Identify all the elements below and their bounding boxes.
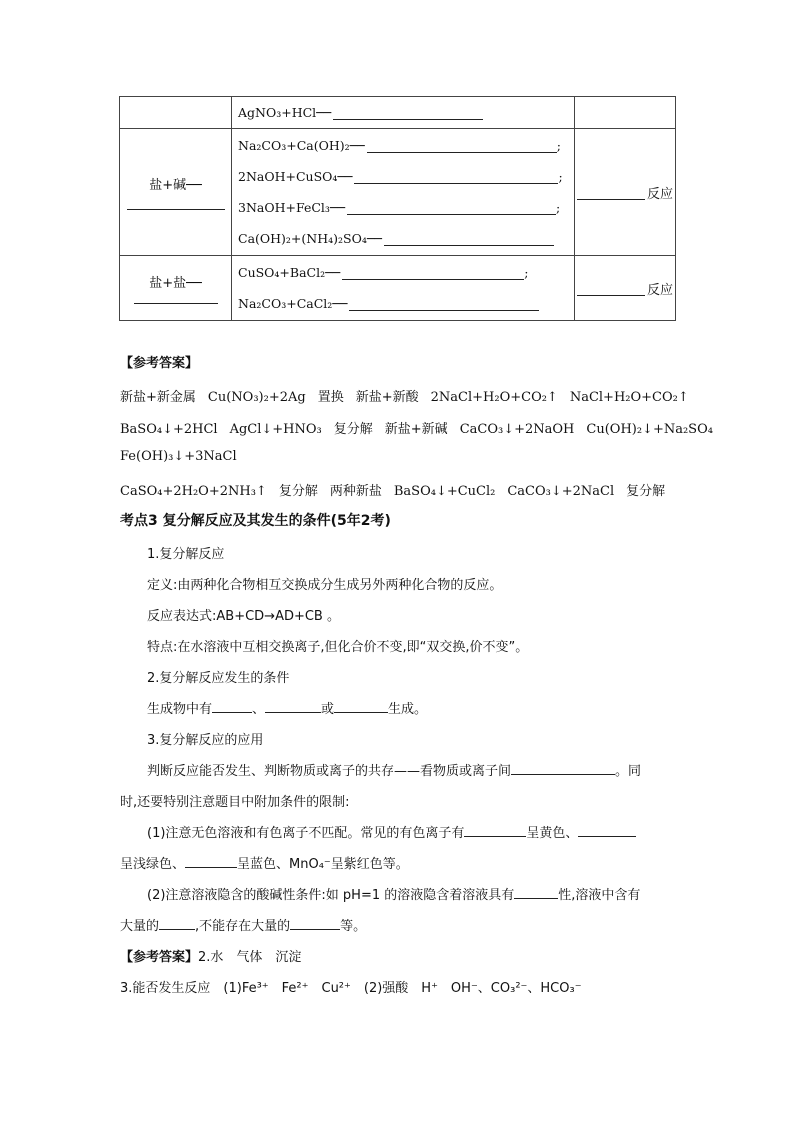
answer-line: 【参考答案】2.水 气体 沉淀 bbox=[120, 950, 302, 965]
answer-blank bbox=[464, 823, 526, 837]
table-row: 盐+碱── Na₂CO₃+Ca(OH)₂── ; 2NaOH+CuSO₄── ; 3NaOH+FeCl₃── ; Ca(OH)₂+(NH₄)₂SO₄── 反应 bbox=[120, 129, 676, 256]
answer-blank bbox=[349, 296, 539, 311]
equation: Na₂CO₃+CaCl₂── bbox=[238, 296, 348, 311]
answer-blank bbox=[159, 916, 195, 930]
point-text: (1)注意无色溶液和有色离子不匹配。常见的有色离子有 呈黄色、 bbox=[147, 822, 636, 841]
answer-blank bbox=[265, 699, 321, 713]
equation: Na₂CO₃+Ca(OH)₂── bbox=[238, 138, 365, 153]
equation: 2NaOH+CuSO₄── bbox=[238, 169, 353, 184]
application-text: 时,还要特别注意题目中附加条件的限制: bbox=[120, 795, 350, 810]
answer-blank bbox=[334, 699, 388, 713]
condition-text: 生成物中有 、 或 生成。 bbox=[147, 698, 427, 717]
subheading: 2.复分解反应发生的条件 bbox=[147, 671, 290, 686]
definition-text: 定义:由两种化合物相互交换成分生成另外两种化合物的反应。 bbox=[147, 578, 503, 593]
answer-blank bbox=[514, 885, 558, 899]
subheading: 1.复分解反应 bbox=[147, 547, 225, 562]
equation: AgNO₃+HCl── bbox=[238, 105, 332, 120]
answer-line: Fe(OH)₃↓+3NaCl bbox=[120, 449, 237, 464]
application-text: 判断反应能否发生、判断物质或离子的共存——看物质或离子间 。同 bbox=[147, 760, 641, 779]
answer-heading: 【参考答案】 bbox=[120, 950, 199, 965]
point-text: 呈浅绿色、 呈蓝色、MnO₄⁻呈紫红色等。 bbox=[120, 853, 409, 872]
answer-line: CaSO₄+2H₂O+2NH₃↑ 复分解 两种新盐 BaSO₄↓+CuCl₂ CaCO₃↓+2NaCl 复分解 bbox=[120, 484, 666, 499]
reaction-table bbox=[119, 96, 676, 321]
equation: Ca(OH)₂+(NH₄)₂SO₄── bbox=[238, 231, 382, 246]
answer-blank bbox=[577, 281, 645, 296]
point-text: 大量的 ,不能存在大量的 等。 bbox=[120, 915, 366, 934]
category-label: 盐+盐── bbox=[149, 275, 202, 291]
answer-blank bbox=[290, 916, 340, 930]
answer-heading: 【参考答案】 bbox=[120, 356, 199, 371]
answer-line: BaSO₄↓+2HCl AgCl↓+HNO₃ 复分解 新盐+新碱 CaCO₃↓+2NaOH Cu(OH)₂↓+Na₂SO₄ bbox=[120, 422, 713, 437]
answer-blank bbox=[577, 185, 645, 200]
answer-blank bbox=[578, 823, 636, 837]
answer-blank bbox=[134, 303, 218, 304]
answer-blank bbox=[511, 761, 615, 775]
answer-blank bbox=[384, 231, 554, 246]
reaction-type-label: 反应 bbox=[646, 282, 673, 298]
answer-blank bbox=[185, 854, 237, 868]
table-row: 盐+盐── CuSO₄+BaCl₂── ; Na₂CO₃+CaCl₂── 反应 bbox=[120, 256, 676, 321]
answer-blank bbox=[333, 105, 483, 120]
equation: CuSO₄+BaCl₂── bbox=[238, 265, 341, 280]
reaction-type-label: 反应 bbox=[646, 186, 673, 202]
answer-line: 新盐+新金属 Cu(NO₃)₂+2Ag 置换 新盐+新酸 2NaCl+H₂O+CO₂↑ NaCl+H₂O+CO₂↑ bbox=[120, 390, 689, 405]
answer-blank bbox=[342, 265, 524, 280]
section-title: 考点3 复分解反应及其发生的条件(5年2考) bbox=[120, 513, 391, 529]
category-label: 盐+碱── bbox=[149, 177, 202, 193]
subheading: 3.复分解反应的应用 bbox=[147, 733, 264, 748]
answer-blank bbox=[354, 169, 558, 184]
answer-blank bbox=[127, 209, 225, 210]
table-row bbox=[120, 97, 676, 129]
answer-line: 3.能否发生反应 (1)Fe³⁺ Fe²⁺ Cu²⁺ (2)强酸 H⁺ OH⁻、CO₃²⁻、HCO₃⁻ bbox=[120, 981, 582, 996]
answer-blank bbox=[367, 138, 557, 153]
answer-blank bbox=[347, 200, 556, 215]
feature-text: 特点:在水溶液中互相交换离子,但化合价不变,即“双交换,价不变”。 bbox=[147, 640, 529, 655]
answer-blank bbox=[212, 699, 252, 713]
equation: 3NaOH+FeCl₃── bbox=[238, 200, 345, 215]
point-text: (2)注意溶液隐含的酸碱性条件:如 pH=1 的溶液隐含着溶液具有 性,溶液中含有 bbox=[147, 884, 640, 903]
expression-text: 反应表达式:AB+CD→AD+CB 。 bbox=[147, 609, 340, 624]
